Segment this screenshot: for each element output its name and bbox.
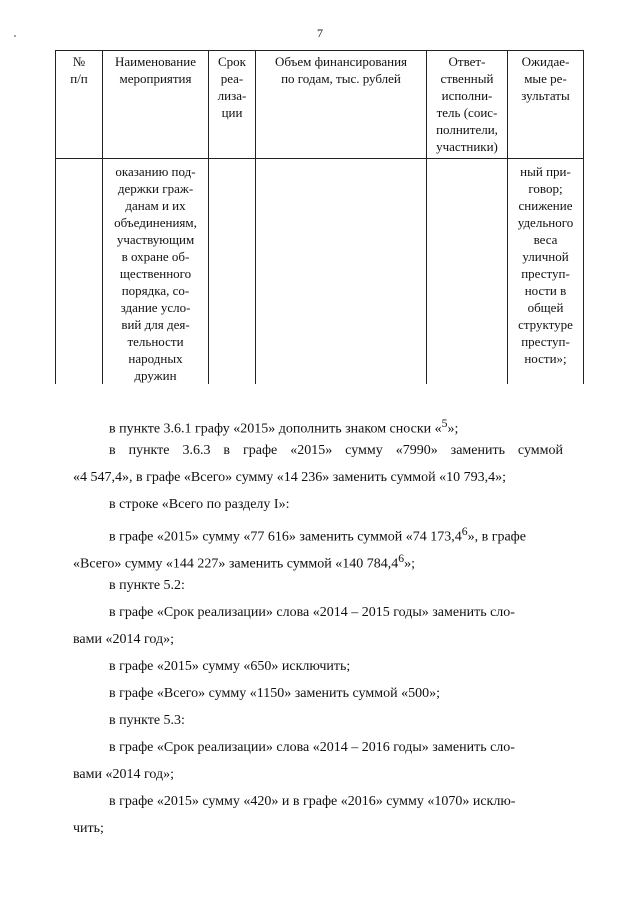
cell-text-line: Наименование (115, 54, 196, 69)
cell-text-line: по годам, тыс. рублей (281, 71, 401, 86)
amendment-line: «Всего» сумму «144 227» заменить суммой «140 784,4$^6$»; (73, 552, 415, 572)
cell-text-line: мые ре- (524, 71, 567, 86)
cell-text-line: ции (221, 105, 243, 120)
cell-number (56, 159, 103, 385)
cell-text-line: ности»; (524, 351, 567, 366)
cell-text-line: снижение (518, 198, 573, 213)
header-number (56, 51, 103, 159)
cell-text-line: Ожидае- (521, 54, 570, 69)
cell-text-line: тель (соис- (436, 105, 498, 120)
cell-text-line: народных (128, 351, 183, 366)
cell-text-line: тельности (127, 334, 184, 349)
cell-text-line: щественного (119, 266, 192, 281)
header-funding (256, 51, 427, 159)
cell-text-line: в охране об- (121, 249, 190, 264)
program-table (55, 50, 584, 384)
scan-speck (14, 35, 16, 37)
cell-text-line: преступ- (521, 334, 570, 349)
cell-text-line: объединениям, (114, 215, 197, 230)
amendment-line: в графе «Срок реализации» слова «2014 – 2015 годы» заменить сло- (109, 605, 515, 620)
cell-term (209, 159, 256, 385)
cell-text-line: держки граж- (117, 181, 194, 196)
page-number: 7 (317, 26, 323, 40)
header-responsible (427, 51, 508, 159)
amendment-line: в графе «Срок реализации» слова «2014 – 2016 годы» заменить сло- (109, 740, 515, 755)
cell-text-line: п/п (70, 71, 88, 86)
header-results (508, 51, 584, 159)
cell-text-line: мероприятия (119, 71, 192, 86)
cell-text-line: веса (533, 232, 558, 247)
amendment-line: вами «2014 год»; (73, 632, 174, 647)
cell-text-line: Срок (218, 54, 246, 69)
cell-text-line: уличной (522, 249, 569, 264)
amendment-line: в пункте 3.6.3 в графе «2015» сумму «7990» заменить суммой (109, 443, 563, 458)
amendment-line: в строке «Всего по разделу I»: (109, 497, 290, 512)
amendment-line: в пункте 3.6.1 графу «2015» дополнить знаком сноски «$^5$»; (109, 417, 459, 437)
cell-text-line: исполни- (441, 88, 493, 103)
cell-text-line: № (72, 54, 86, 69)
cell-text-line: преступ- (521, 266, 570, 281)
cell-results (508, 159, 584, 385)
cell-text-line: данам и их (125, 198, 186, 213)
cell-text-line: полнители, (436, 122, 498, 137)
cell-text-line: ности в (524, 283, 567, 298)
amendment-line: в графе «2015» сумму «650» исключить; (109, 659, 351, 674)
cell-text-line: лиза- (217, 88, 247, 103)
cell-text-line: удельного (517, 215, 574, 230)
cell-text-line: ственный (440, 71, 494, 86)
amendment-line: в графе «Всего» сумму «1150» заменить суммой «500»; (109, 686, 440, 701)
header-activity-name (103, 51, 209, 159)
cell-activity-name (103, 159, 209, 385)
cell-text-line: зультаты (521, 88, 570, 103)
amendment-line: «4 547,4», в графе «Всего» сумму «14 236» заменить суммой «10 793,4»; (73, 470, 506, 485)
amendment-line: вами «2014 год»; (73, 767, 174, 782)
table-header-row (56, 51, 584, 159)
amendment-line: в пункте 5.3: (109, 713, 185, 728)
cell-text-line: Объем финансирования (274, 54, 408, 69)
cell-text-line: участники) (436, 139, 498, 154)
cell-text-line: оказанию под- (115, 164, 196, 179)
cell-text-line: дружин (134, 368, 177, 383)
amendment-line: в графе «2015» сумму «420» и в графе «2016» сумму «1070» исклю- (109, 794, 516, 809)
cell-text-line: Ответ- (448, 54, 486, 69)
header-term (209, 51, 256, 159)
table-row (56, 159, 584, 385)
amendment-line: в пункте 5.2: (109, 578, 185, 593)
cell-text-line: вий для дея- (121, 317, 190, 332)
cell-text-line: ный при- (520, 164, 571, 179)
cell-responsible (427, 159, 508, 385)
cell-text-line: структуре (518, 317, 573, 332)
amendment-line: в графе «2015» сумму «77 616» заменить суммой «74 173,4$^6$», в графе (109, 525, 526, 545)
amendment-line: чить; (73, 821, 104, 836)
cell-text-line: порядка, со- (121, 283, 190, 298)
amendments-text (73, 410, 563, 842)
cell-text-line: говор; (528, 181, 563, 196)
cell-text-line: здание усло- (120, 300, 191, 315)
cell-text-line: общей (527, 300, 564, 315)
cell-text-line: реа- (220, 71, 244, 86)
cell-funding (256, 159, 427, 385)
cell-text-line: участвующим (116, 232, 195, 247)
